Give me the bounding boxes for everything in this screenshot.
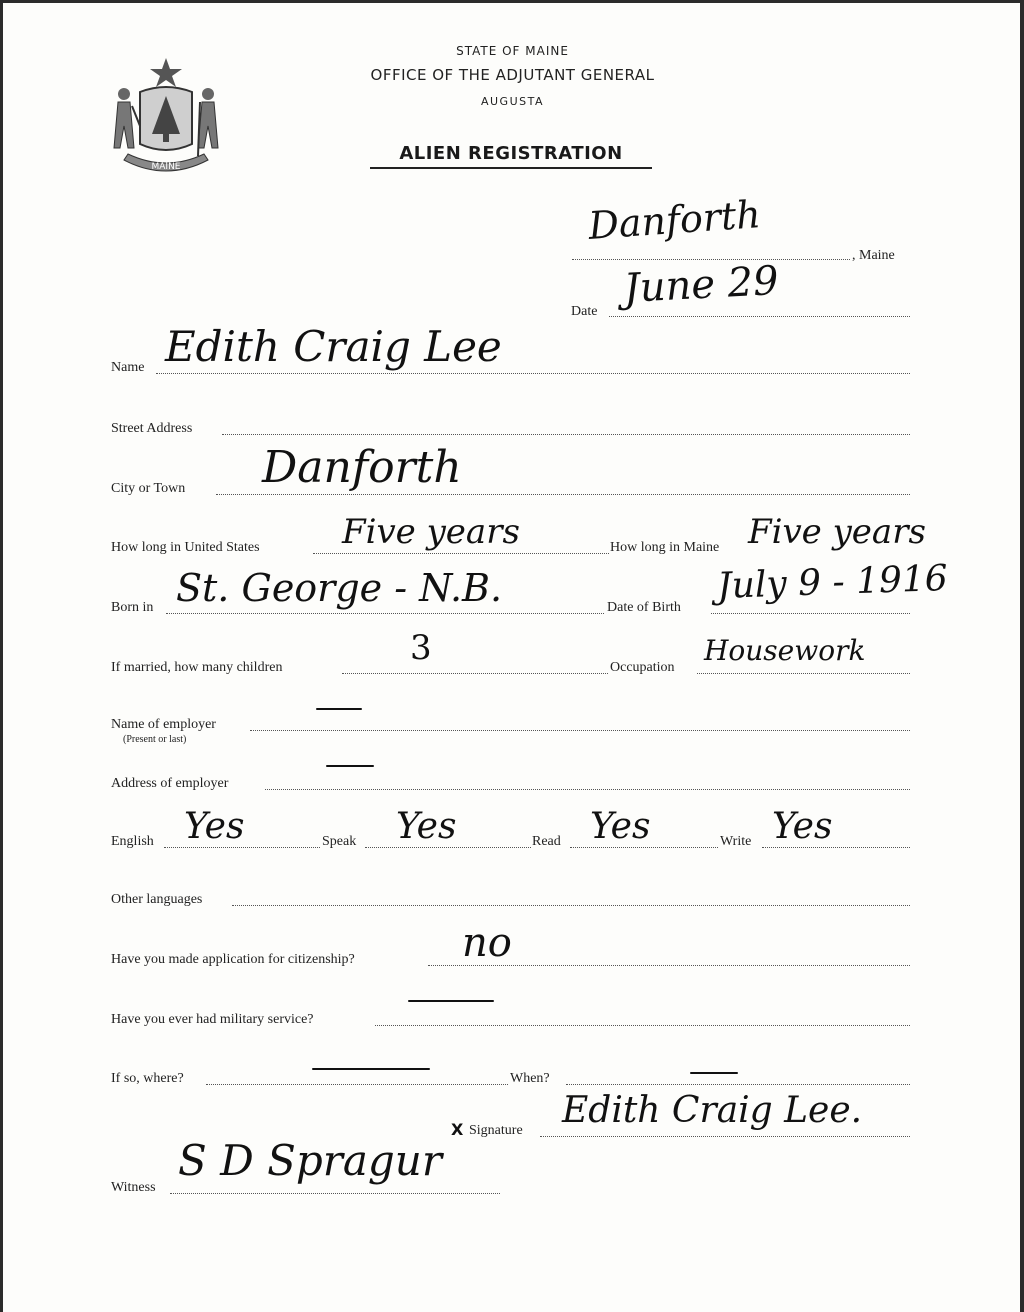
other-languages-line xyxy=(232,905,910,906)
employer-dash xyxy=(316,708,362,710)
date-label: Date xyxy=(571,304,598,319)
english-line xyxy=(164,847,320,848)
how-long-us-line xyxy=(313,553,609,554)
dob-line xyxy=(711,613,910,614)
signature-label: Signature xyxy=(469,1123,523,1138)
how-long-maine-label: How long in Maine xyxy=(610,540,720,555)
born-in-entry: St. George - N.B. xyxy=(176,566,503,610)
english-label: English xyxy=(111,834,154,849)
witness-label: Witness xyxy=(111,1180,156,1195)
date-entry: June 29 xyxy=(622,257,780,312)
city-entry: Danforth xyxy=(262,442,462,493)
write-entry: Yes xyxy=(772,806,833,847)
scan-border-left xyxy=(0,0,3,1312)
where-label: If so, where? xyxy=(111,1071,184,1086)
scan-border-right xyxy=(1020,0,1024,1312)
svg-text:MAINE: MAINE xyxy=(151,162,181,172)
name-entry: Edith Craig Lee xyxy=(165,322,502,371)
dob-entry: July 9 - 1916 xyxy=(716,557,949,607)
occupation-line xyxy=(697,673,910,674)
speak-entry: Yes xyxy=(396,806,457,847)
speak-label: Speak xyxy=(322,834,357,849)
employer-sublabel: (Present or last) xyxy=(123,734,187,745)
employer-label: Name of employer xyxy=(111,717,216,732)
when-label: When? xyxy=(510,1071,550,1086)
citizenship-label: Have you made application for citizenship? xyxy=(111,952,355,967)
employer-address-line xyxy=(265,789,910,790)
citizenship-entry: no xyxy=(462,920,512,966)
place-line xyxy=(572,259,850,260)
how-long-maine-entry: Five years xyxy=(748,512,926,552)
maine-label: , Maine xyxy=(852,248,895,263)
maine-state-seal xyxy=(110,56,222,186)
street-address-label: Street Address xyxy=(111,421,193,436)
speak-line xyxy=(365,847,531,848)
witness-line xyxy=(170,1193,500,1194)
signature-entry: Edith Craig Lee. xyxy=(562,1090,863,1131)
where-dash xyxy=(312,1068,430,1070)
employer-address-dash xyxy=(326,765,374,767)
occupation-entry: Housework xyxy=(704,634,866,667)
header-state: STATE OF MAINE xyxy=(456,44,569,58)
how-long-us-entry: Five years xyxy=(342,512,520,552)
write-label: Write xyxy=(720,834,752,849)
city-label: City or Town xyxy=(111,481,186,496)
when-line xyxy=(566,1084,910,1085)
occupation-label: Occupation xyxy=(610,660,675,675)
signature-x-mark: X xyxy=(451,1120,464,1139)
born-in-label: Born in xyxy=(111,600,154,615)
military-label: Have you ever had military service? xyxy=(111,1012,314,1027)
street-address-line xyxy=(222,434,910,435)
children-entry: 3 xyxy=(410,628,432,668)
read-line xyxy=(570,847,718,848)
employer-address-label: Address of employer xyxy=(111,776,229,791)
header-city: AUGUSTA xyxy=(480,95,545,108)
witness-entry: S D Spragur xyxy=(178,1136,442,1185)
employer-line xyxy=(250,730,910,731)
children-line xyxy=(342,673,608,674)
military-dash xyxy=(408,1000,494,1002)
header-office: OFFICE OF THE ADJUTANT GENERAL xyxy=(370,66,655,84)
born-in-line xyxy=(166,613,604,614)
military-line xyxy=(375,1025,910,1026)
date-line xyxy=(609,316,910,317)
signature-line xyxy=(540,1136,910,1137)
form-title: ALIEN REGISTRATION xyxy=(370,143,652,169)
write-line xyxy=(762,847,910,848)
read-label: Read xyxy=(532,834,561,849)
place-entry: Danforth xyxy=(586,192,763,248)
where-line xyxy=(206,1084,508,1085)
read-entry: Yes xyxy=(590,806,651,847)
name-line xyxy=(156,373,910,374)
children-label: If married, how many children xyxy=(111,660,283,675)
city-line xyxy=(216,494,910,495)
when-dash xyxy=(690,1072,738,1074)
how-long-us-label: How long in United States xyxy=(111,540,260,555)
name-label: Name xyxy=(111,360,145,375)
other-languages-label: Other languages xyxy=(111,892,203,907)
dob-label: Date of Birth xyxy=(607,600,681,615)
english-entry: Yes xyxy=(184,806,245,847)
scan-border-top xyxy=(0,0,1024,3)
